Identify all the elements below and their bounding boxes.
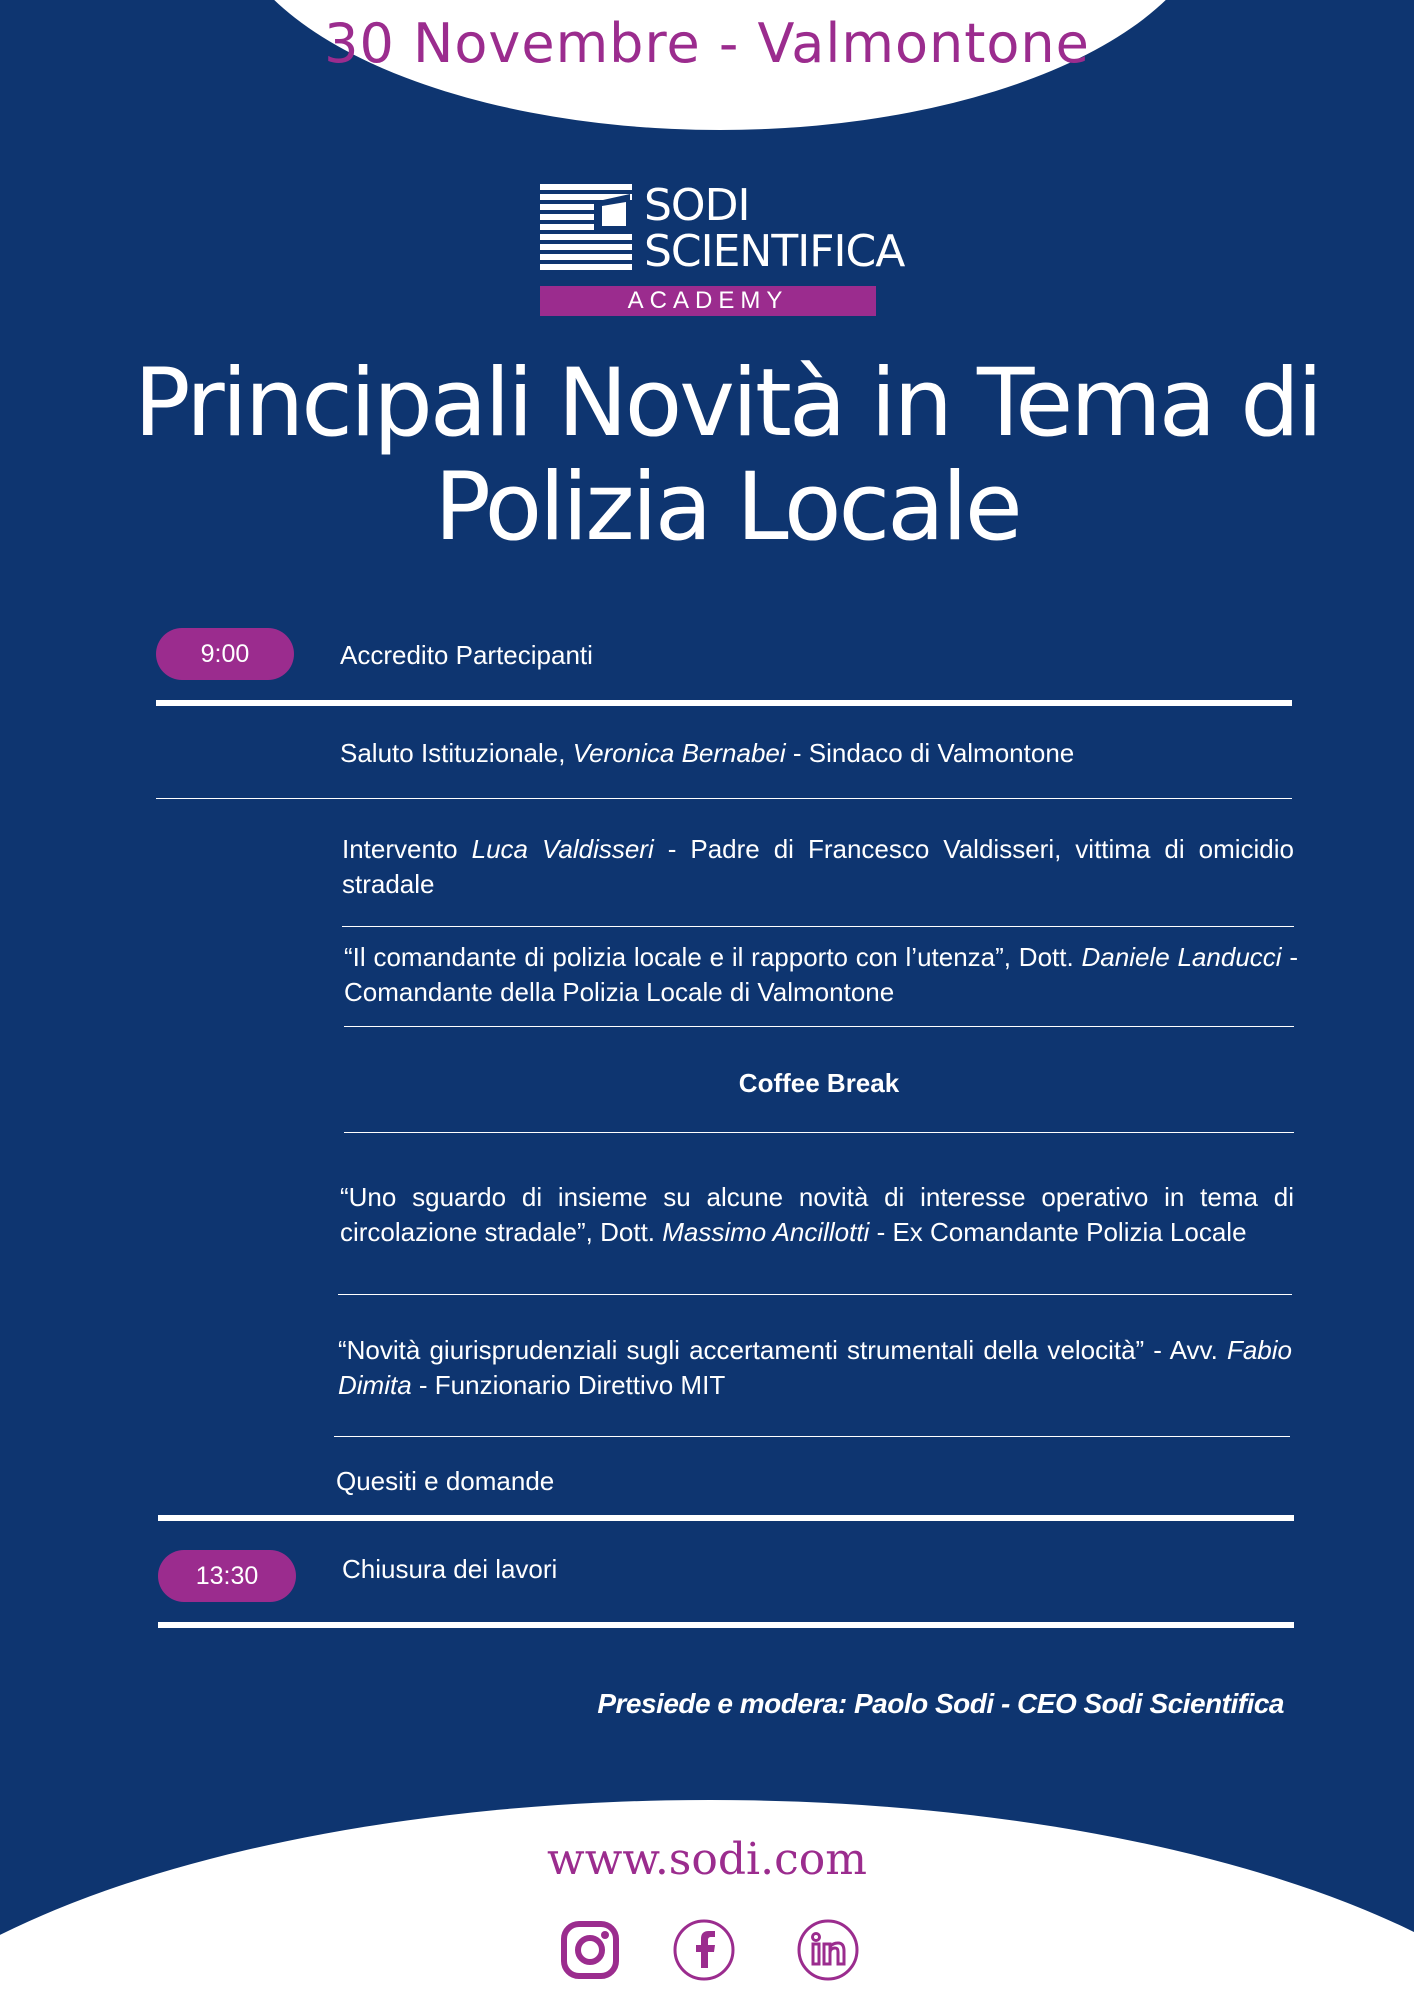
- title-line-1: Principali Novità in Tema di: [133, 349, 1321, 458]
- agenda-item-coffee-break: Coffee Break: [738, 1068, 900, 1098]
- divider-thick: [156, 700, 1292, 706]
- sodi-scientifica-academy-logo: [540, 180, 905, 316]
- divider-thin: [338, 1294, 1292, 1295]
- logo-text-sodi: SODI: [644, 180, 750, 231]
- divider-thick: [158, 1515, 1294, 1521]
- divider-thin: [334, 1436, 1290, 1437]
- website-link[interactable]: www.sodi.com: [547, 1834, 867, 1885]
- page-title: [100, 349, 1354, 562]
- divider-thin: [156, 798, 1292, 799]
- divider-thin: [344, 1132, 1294, 1133]
- agenda-item-sguardo: “Uno sguardo di insieme su alcune novità di interesse operativo in tema di circolazione stradale”, Dott. Massimo Ancillotti - Ex Comandante Polizia Locale: [340, 1182, 1294, 1247]
- divider-thick: [158, 1622, 1294, 1628]
- divider-thin: [342, 926, 1294, 927]
- time-badge-end: 13:30: [158, 1550, 296, 1602]
- linkedin-icon[interactable]: [796, 1918, 860, 1982]
- logo-text-scientifica: SCIENTIFICA: [644, 226, 905, 277]
- agenda-item-quesiti: Quesiti e domande: [336, 1466, 555, 1496]
- facebook-icon[interactable]: [672, 1918, 736, 1982]
- time-badge-start: 9:00: [156, 628, 294, 680]
- date-location: 30 Novembre - Valmontone: [324, 12, 1090, 75]
- title-line-2: Polizia Locale: [434, 453, 1020, 562]
- agenda-item-accredito: Accredito Partecipanti: [340, 640, 593, 670]
- instagram-icon[interactable]: [558, 1918, 622, 1982]
- agenda-item-intervento: Intervento Luca Valdisseri - Padre di Francesco Valdisseri, vittima di omicidio stradale: [342, 834, 1294, 899]
- agenda-item-saluto: Saluto Istituzionale, Veronica Bernabei - Sindaco di Valmontone: [340, 738, 1075, 768]
- agenda-item-chiusura: Chiusura dei lavori: [342, 1554, 558, 1584]
- logo-text-academy: ACADEMY: [540, 286, 876, 316]
- logo-mark-icon: [540, 184, 632, 274]
- divider-thin: [344, 1026, 1294, 1027]
- agenda-item-comandante: “Il comandante di polizia locale e il rapporto con l’utenza”, Dott. Daniele Landucci - Comandante della Polizia Locale di Valmontone: [344, 942, 1299, 1007]
- moderator-note: Presiede e modera: Paolo Sodi - CEO Sodi Scientifica: [597, 1688, 1284, 1719]
- agenda-item-novita: “Novità giurisprudenziali sugli accertamenti strumentali della velocità” - Avv. Fabio Dimita - Funzionario Direttivo MIT: [338, 1335, 1292, 1400]
